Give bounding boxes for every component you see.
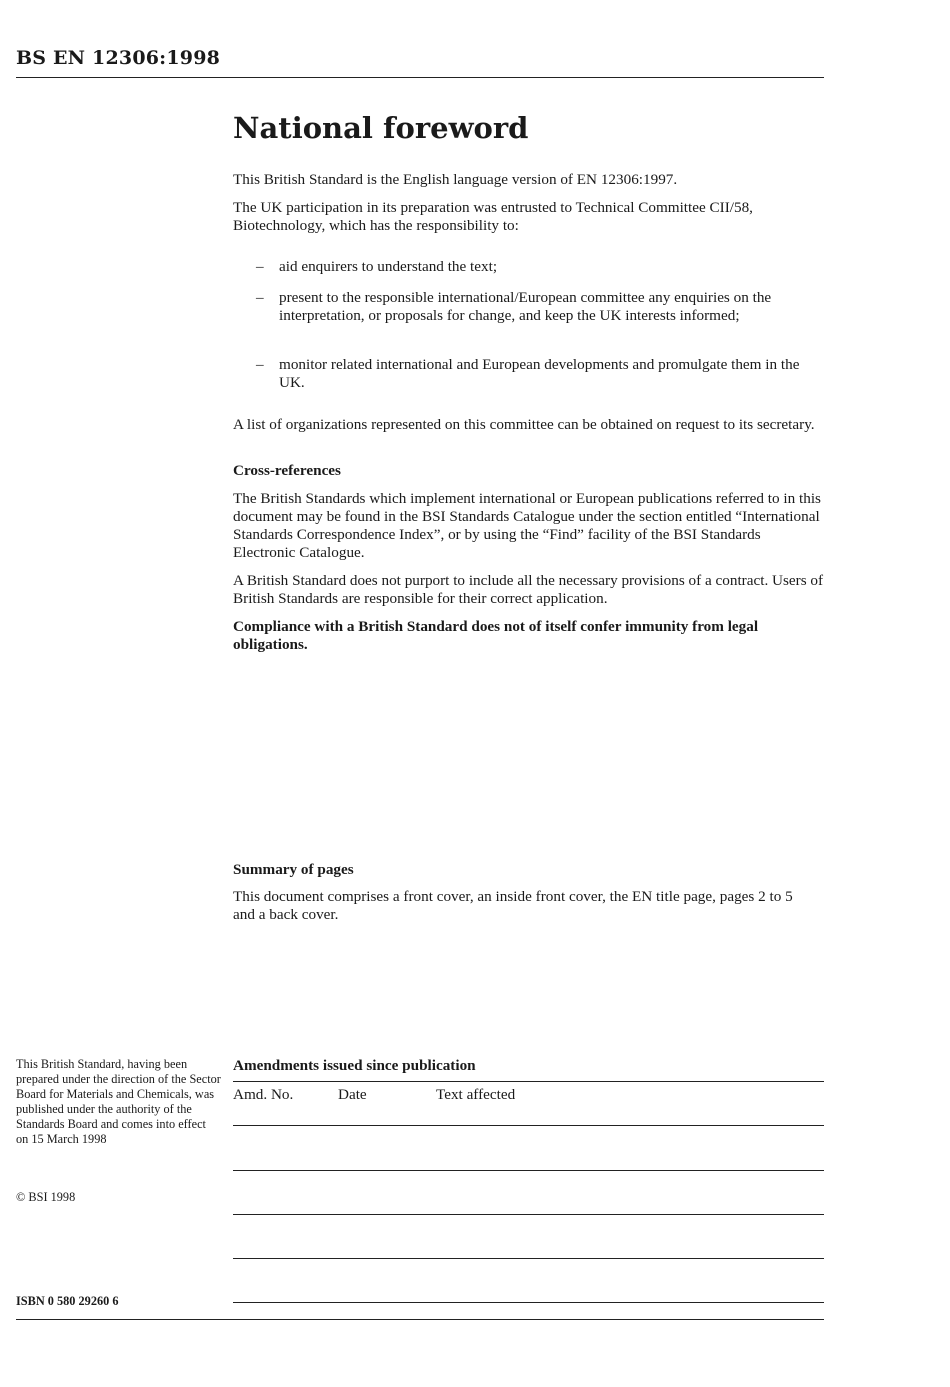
text-affected-column-header: Text affected: [436, 1086, 516, 1103]
bullet-dash: –: [256, 289, 264, 306]
date-column-header: Date: [338, 1086, 367, 1103]
provisions-paragraph: A British Standard does not purport to include all the necessary provisions of a contract. Users of British Standards are responsible for their correct application.: [233, 572, 824, 607]
bullet-dash: –: [256, 258, 264, 275]
table-row: [233, 1258, 824, 1259]
summary-heading: Summary of pages: [233, 861, 354, 878]
amendments-heading: Amendments issued since publication: [233, 1057, 476, 1074]
standard-id-header: BS EN 12306:1998: [16, 47, 221, 69]
footer-divider: [16, 1319, 824, 1320]
cross-references-heading: Cross-references: [233, 462, 341, 479]
copyright-notice: © BSI 1998: [16, 1190, 76, 1204]
summary-text: This document comprises a front cover, an inside front cover, the EN title page, pages 2 to 5 and a back cover.: [233, 888, 793, 923]
committee-paragraph: The UK participation in its preparation was entrusted to Technical Committee CII/58, Biotechnology, which has the responsibility to:: [233, 199, 753, 234]
bullet-dash: –: [256, 356, 264, 373]
publication-statement: This British Standard, having been prepared under the direction of the Sector Board for Materials and Chemicals, was published under the authority of the Standards Board and comes into effect on 15 March 1998: [16, 1057, 221, 1146]
table-row: [233, 1170, 824, 1171]
table-row: [233, 1214, 824, 1215]
list-item-text: present to the responsible international/European committee any enquiries on the interpretation, or proposals for change, and keep the UK interests informed;: [279, 289, 772, 324]
table-row: [233, 1302, 824, 1303]
intro-paragraph: This British Standard is the English language version of EN 12306:1997.: [233, 171, 678, 188]
table-row: [233, 1125, 824, 1126]
committee-list-paragraph: A list of organizations represented on this committee can be obtained on request to its secretary.: [233, 416, 815, 433]
list-item-text: monitor related international and European developments and promulgate them in the UK.: [279, 356, 800, 391]
page-title: National foreword: [233, 111, 529, 145]
compliance-statement: Compliance with a British Standard does not of itself confer immunity from legal obligations.: [233, 618, 759, 653]
isbn: ISBN 0 580 29260 6: [16, 1294, 119, 1308]
cross-references-paragraph: The British Standards which implement international or European publications referred to in this document may be found in the BSI Standards Catalogue under the section entitled “International Standards Correspondence Index”, or by using the “Find” facility of the BSI Standards Electronic Catalogue.: [233, 490, 821, 561]
amd-no-column-header: Amd. No.: [233, 1086, 294, 1103]
header-divider: [16, 77, 824, 78]
amendments-top-rule: [233, 1081, 824, 1082]
list-item-text: aid enquirers to understand the text;: [279, 258, 498, 275]
